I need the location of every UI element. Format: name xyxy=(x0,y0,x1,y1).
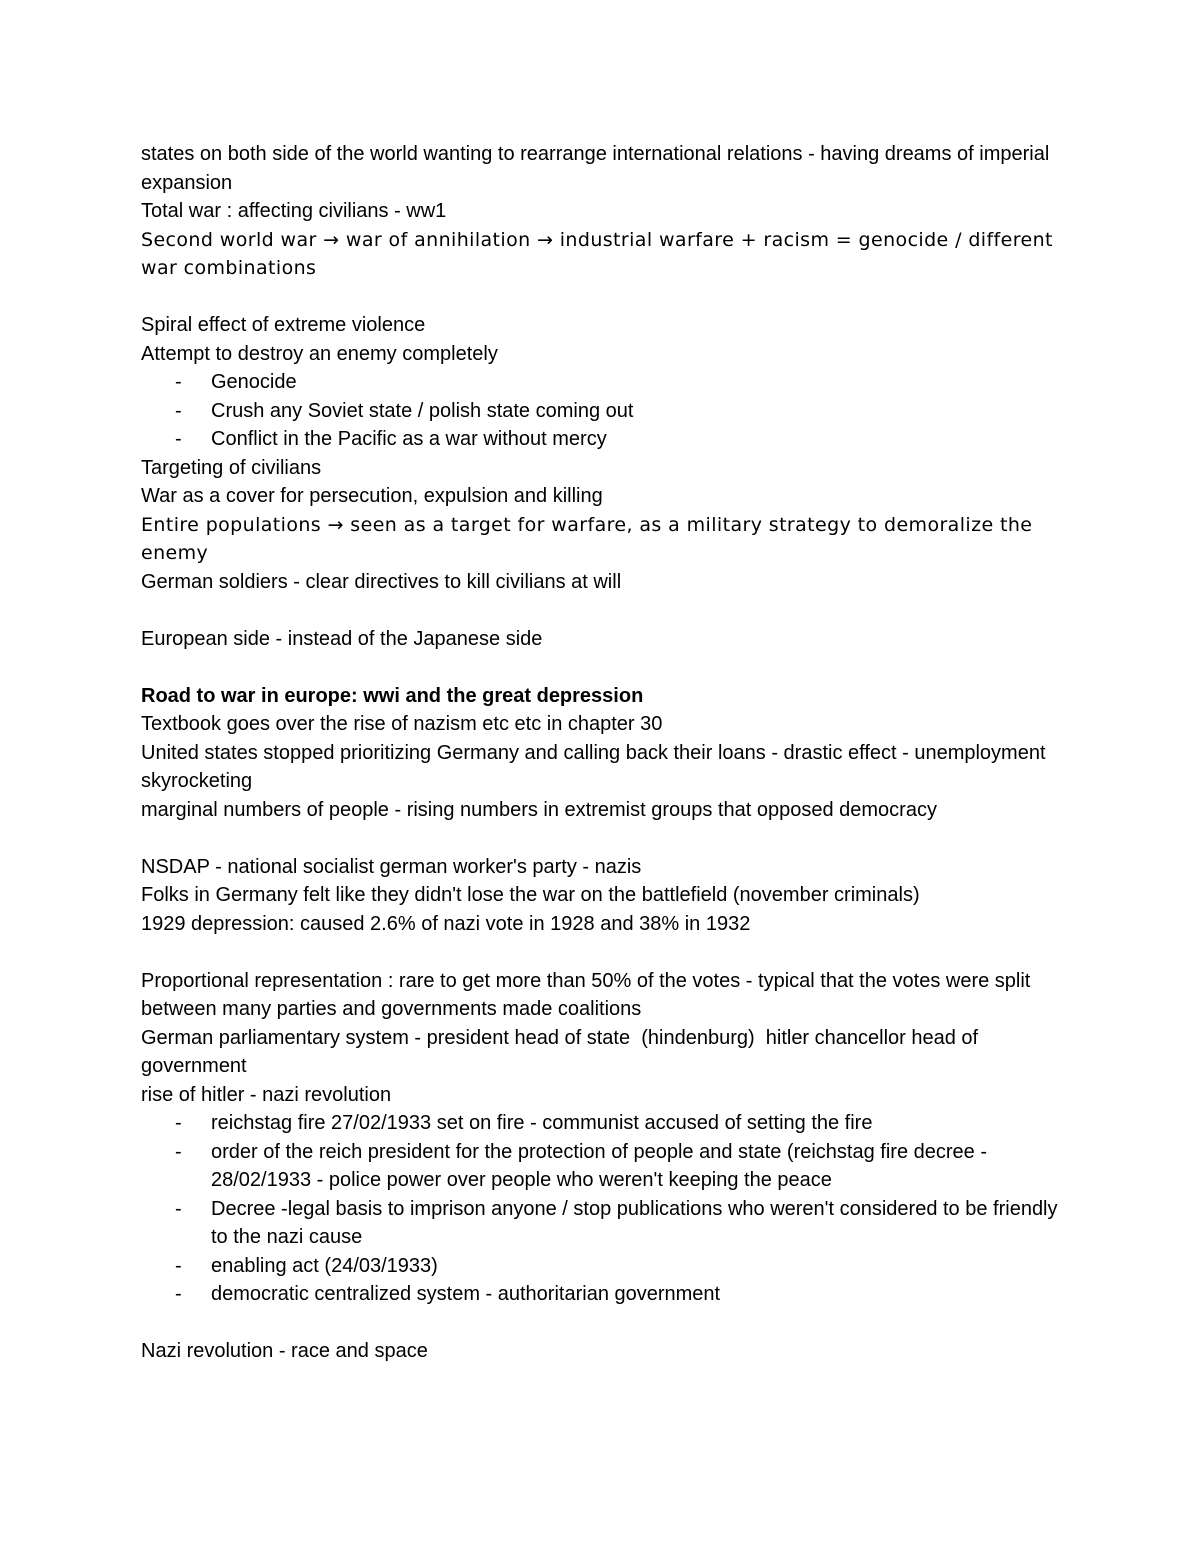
text-line: Textbook goes over the rise of nazism etc etc in chapter 30 xyxy=(141,713,663,735)
document-page xyxy=(141,140,1071,1366)
bullet-item xyxy=(141,1195,1071,1252)
text-line: Proportional representation : rare to get more than 50% of the votes - typical that the votes were split between many parties and governments made coalitions xyxy=(141,969,1036,1020)
bullet-marker: - xyxy=(175,1197,182,1220)
text-line: European side - instead of the Japanese side xyxy=(141,627,543,650)
section-heading: Road to war in europe: wwi and the great depression xyxy=(141,684,644,707)
bullet-text: democratic centralized system - authoritarian government xyxy=(211,1283,721,1305)
bullet-item xyxy=(141,1280,1071,1309)
blank-line xyxy=(141,824,1071,853)
blank-line xyxy=(141,596,1071,625)
text-line: German parliamentary system - president head of state (hindenburg) hitler chancellor head of government xyxy=(141,1026,984,1077)
bullet-marker: - xyxy=(175,371,182,393)
blank-line xyxy=(141,938,1071,967)
text-line: rise of hitler - nazi revolution xyxy=(141,1083,392,1106)
text-line: states on both side of the world wanting to rearrange international relations - having dreams of imperial expansion xyxy=(141,143,1055,194)
bullet-item xyxy=(141,1252,1071,1281)
bullet-item xyxy=(141,1109,1071,1138)
bullet-marker: - xyxy=(175,1283,182,1305)
text-line: Entire populations → seen as a target for warfare, as a military strategy to demoralize the enemy xyxy=(141,513,1039,564)
bullet-item xyxy=(141,397,1071,426)
text-line: Nazi revolution - race and space xyxy=(141,1340,428,1362)
text-line: Folks in Germany felt like they didn't lose the war on the battlefield (november criminals) xyxy=(141,884,920,906)
text-line: Spiral effect of extreme violence xyxy=(141,314,426,336)
blank-line xyxy=(141,283,1071,312)
text-line: NSDAP - national socialist german worker's party - nazis xyxy=(141,855,642,878)
text-line: marginal numbers of people - rising numbers in extremist groups that opposed democracy xyxy=(141,798,937,821)
text-line: United states stopped prioritizing Germany and calling back their loans - drastic effect - unemployment skyrocketing xyxy=(141,741,1052,792)
bullet-text: Crush any Soviet state / polish state coming out xyxy=(211,399,634,422)
bullet-marker: - xyxy=(175,399,182,422)
text-line: Second world war → war of annihilation → industrial warfare + racism = genocide / different war combinations xyxy=(141,228,1060,279)
bullet-marker: - xyxy=(175,1140,182,1163)
text-line: 1929 depression: caused 2.6% of nazi vote in 1928 and 38% in 1932 xyxy=(141,912,751,935)
bullet-marker: - xyxy=(175,428,182,450)
blank-line xyxy=(141,1309,1071,1338)
bullet-text: Genocide xyxy=(211,371,297,393)
bullet-item xyxy=(141,425,1071,454)
blank-line xyxy=(141,653,1071,682)
bullet-text: Decree -legal basis to imprison anyone / stop publications who weren't considered to be friendly to the nazi cause xyxy=(211,1197,1064,1248)
text-line: War as a cover for persecution, expulsion and killing xyxy=(141,485,603,507)
bullet-item xyxy=(141,1138,1071,1195)
bullet-item xyxy=(141,368,1071,397)
text-line: Targeting of civilians xyxy=(141,456,322,479)
text-line: Attempt to destroy an enemy completely xyxy=(141,342,498,365)
bullet-marker: - xyxy=(175,1254,182,1277)
bullet-marker: - xyxy=(175,1112,182,1134)
text-line: Total war : affecting civilians - ww1 xyxy=(141,200,447,222)
bullet-text: enabling act (24/03/1933) xyxy=(211,1254,438,1277)
text-line: German soldiers - clear directives to kill civilians at will xyxy=(141,570,622,593)
bullet-text: reichstag fire 27/02/1933 set on fire - communist accused of setting the fire xyxy=(211,1112,873,1134)
bullet-text: Conflict in the Pacific as a war without mercy xyxy=(211,428,607,450)
bullet-text: order of the reich president for the protection of people and state (reichstag fire decree - 28/02/1933 - police power over people who weren't keeping the peace xyxy=(211,1140,993,1191)
